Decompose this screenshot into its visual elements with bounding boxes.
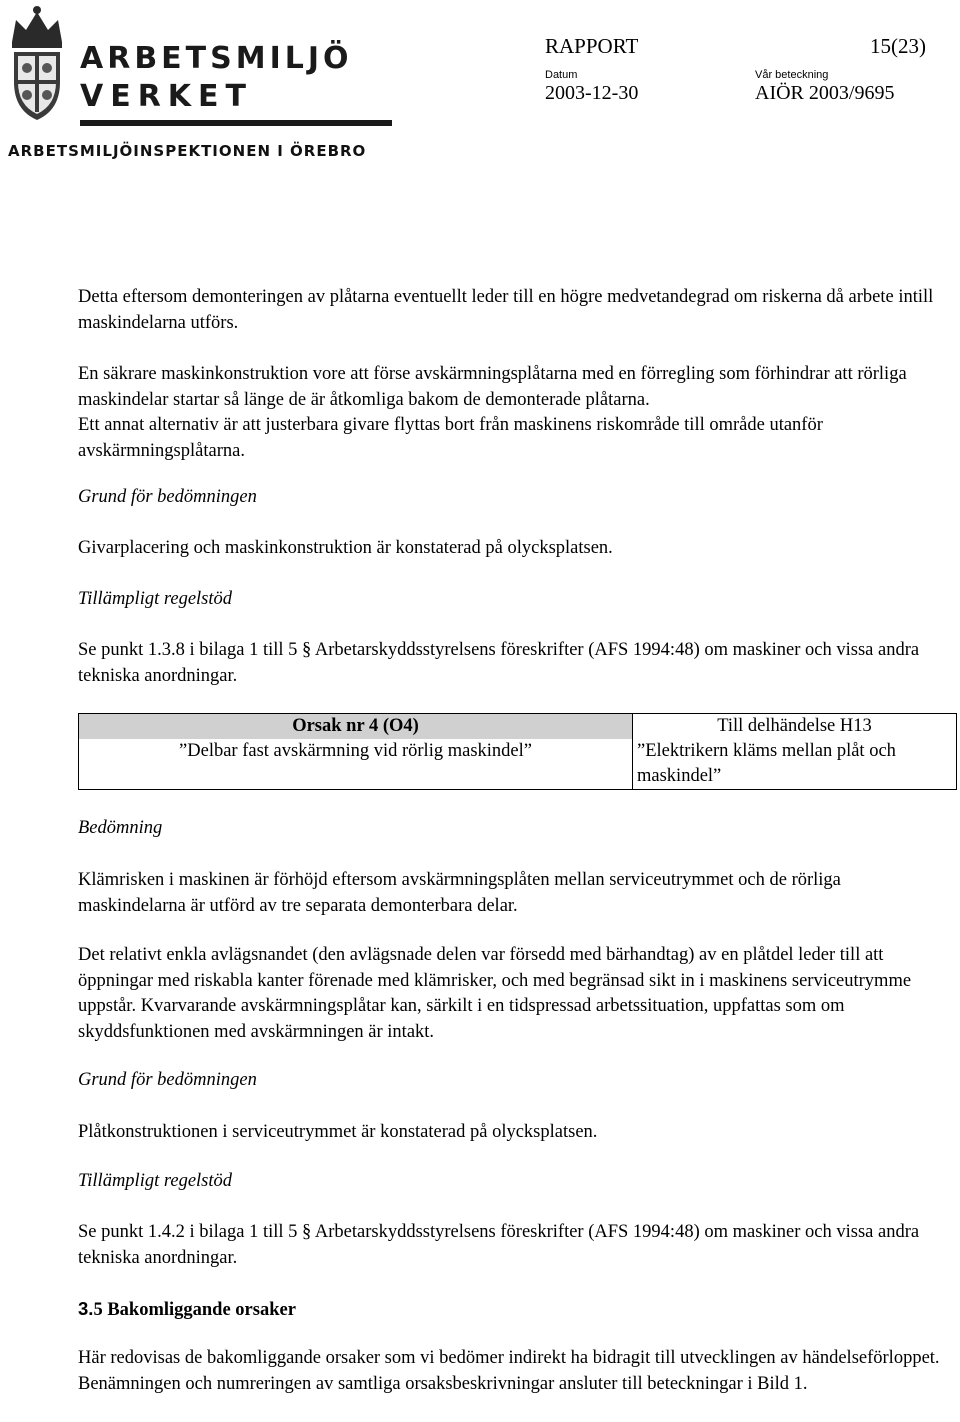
paragraph: Plåtkonstruktionen i serviceutrymmet är konstaterad på olycksplatsen. [78,1122,598,1142]
event-title: Till delhändelse H13 [633,714,957,740]
date-label: Datum [545,69,578,81]
section-title: 5 Bakomliggande orsaker [93,1300,296,1320]
subheading: Tillämpligt regelstöd [78,589,233,609]
logo-divider [80,120,392,126]
subheading: Grund för bedömningen [78,1070,257,1090]
agency-logo [0,0,395,165]
paragraph [78,285,948,336]
paragraph [78,362,948,464]
logo-text-line1: ARBETSMILJÖ [80,41,353,76]
paragraph: Klämrisken i maskinen är förhöjd eftersom avskärmningsplåten mellan serviceutrymmet och de rörliga maskindelarna är utförd av tre separata demonterbara delar. [78,870,841,916]
subheading: Tillämpligt regelstöd [78,1171,233,1191]
paragraph: Här redovisas de bakomliggande orsaker som vi bedömer indirekt ha bidragit till utvecklingen av händelseförloppet. Benämningen och numreringen av samtliga orsaksbeskrivningar ansluter till beteckningar i Bild 1. [78,1348,940,1394]
paragraph-text: Detta eftersom demonteringen av plåtarna eventuellt leder till en högre medvetandegrad om riskerna då arbete intill maskindelarna utförs. [78,287,934,333]
document-type: RAPPORT [545,34,639,58]
subheading: Bedömning [78,818,163,838]
royal-crest-icon [4,2,70,122]
paragraph: Det relativt enkla avlägsnandet (den avlägsnade delen var försedd med bärhandtag) av en plåtdel leder till att öppningar med riskabla kanter förenade med klämrisker, och med begränsad sikt in i maskinens serviceutrymme uppstår. Kvarvarande avskärmningsplåtar kan, särkilt i en tidspressad arbetssituation, uppfattas som om skyddsfunktionen med avskärmningen är intakt. [78,945,912,1042]
paragraph: Se punkt 1.3.8 i bilaga 1 till 5 § Arbetarskyddsstyrelsens föreskrifter (AFS 1994:48) om maskiner och vissa andra tekniska anordningar. [78,640,920,686]
logo-text-line2: VERKET [80,79,254,114]
paragraph: Se punkt 1.4.2 i bilaga 1 till 5 § Arbetarskyddsstyrelsens föreskrifter (AFS 1994:48) om maskiner och vissa andra tekniska anordningar. [78,1222,920,1268]
inspection-office: ARBETSMILJÖINSPEKTIONEN I ÖREBRO [8,142,367,160]
reference-label: Vår beteckning [755,69,829,81]
event-description: ”Elektrikern kläms mellan plåt och maskindel” [633,739,957,790]
paragraph-text: Ett annat alternativ är att justerbara givare flyttas bort från maskinens riskområde till område utanför avskärmningsplåtarna. [78,415,823,461]
page-number: 15(23) [870,34,926,58]
section-number: 3. [78,1298,94,1319]
cause-description: ”Delbar fast avskärmning vid rörlig maskindel” [79,739,633,790]
paragraph: Givarplacering och maskinkonstruktion är konstaterad på olycksplatsen. [78,538,613,558]
cause-table [78,713,957,790]
table-row [79,739,957,790]
paragraph-text: En säkrare maskinkonstruktion vore att förse avskärmningsplåtarna med en förregling som förhindrar att rörliga maskindelar startar så länge de är åtkomliga bakom de demonterade plåtarna. [78,364,907,410]
section-heading [78,1296,948,1324]
subheading: Grund för bedömningen [78,487,257,507]
reference-value: AIÖR 2003/9695 [755,82,895,104]
date-value: 2003-12-30 [545,82,639,104]
cause-title: Orsak nr 4 (O4) [79,714,633,740]
table-row [79,714,957,740]
